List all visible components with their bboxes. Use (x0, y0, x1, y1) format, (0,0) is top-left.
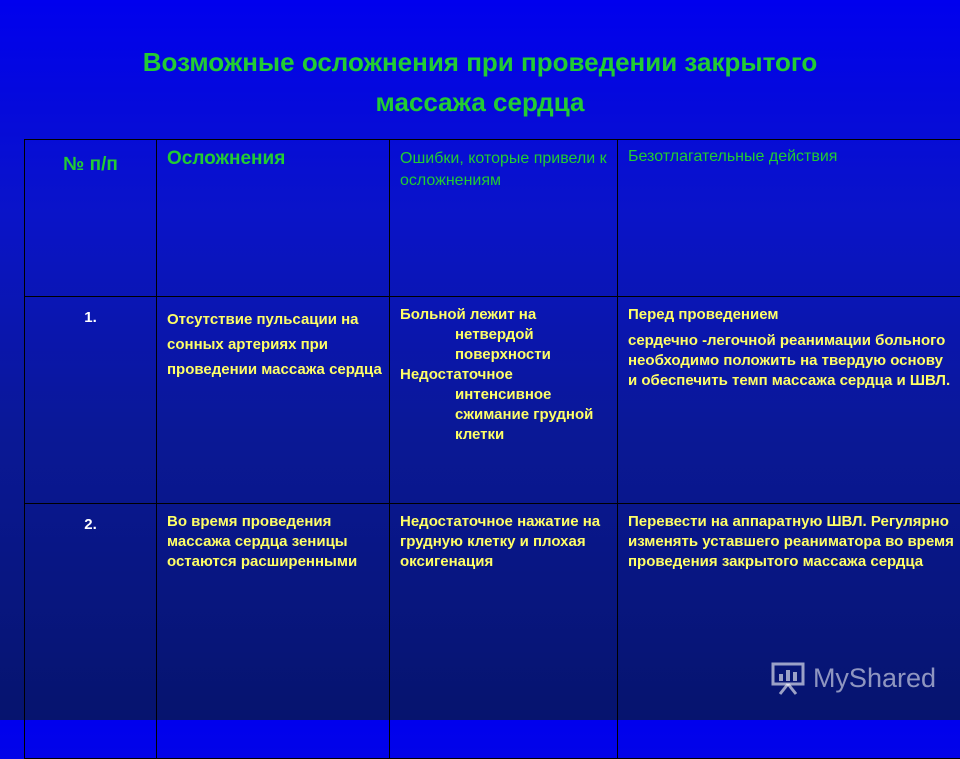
row-1-error-b-rest: интенсивное сжимание грудной клетки (400, 385, 611, 445)
row-1-error-a-rest: нетвердой поверхности (400, 325, 611, 365)
row-1-action (618, 297, 960, 504)
header-complications: Осложнения (157, 140, 390, 297)
watermark-text: MyShared (813, 663, 936, 694)
table-row (25, 297, 960, 504)
row-1-action-rest: сердечно -легочной реанимации больного необходимо положить на твердую основу и обеспечить темп массажа сердца и ШВЛ. (628, 331, 956, 391)
watermark (769, 660, 936, 696)
row-2-num: 2. (25, 504, 157, 759)
row-1-error-b-lead: Недостаточное (400, 366, 513, 383)
header-actions: Безотлагательные действия (618, 140, 960, 297)
row-1-errors (390, 297, 618, 504)
presentation-icon (769, 660, 807, 696)
row-2-complication: Во время проведения массажа сердца зеницы остаются расширенными (157, 504, 390, 759)
row-1-complication: Отсутствие пульсации на сонных артериях при проведении массажа сердца (157, 297, 390, 504)
row-1-error-a-lead: Больной лежит на (400, 306, 536, 323)
row-2-action: Перевести на аппаратную ШВЛ. Регулярно изменять уставшего реаниматора во время проведения закрытого массажа сердца (618, 504, 960, 759)
row-1-action-lead: Перед проведением (628, 305, 956, 325)
header-num: № п/п (25, 140, 157, 297)
slide-title-line-2: массажа сердца (0, 82, 960, 122)
table-header-row (25, 140, 960, 297)
row-2-error: Недостаточное нажатие на грудную клетку и плохая оксигенация (390, 504, 618, 759)
table-row (25, 504, 960, 759)
row-1-num: 1. (25, 297, 157, 504)
header-errors: Ошибки, которые привели к осложнениям (390, 140, 618, 297)
slide-title (0, 42, 960, 122)
slide-title-line-1: Возможные осложнения при проведении закрытого (0, 42, 960, 82)
